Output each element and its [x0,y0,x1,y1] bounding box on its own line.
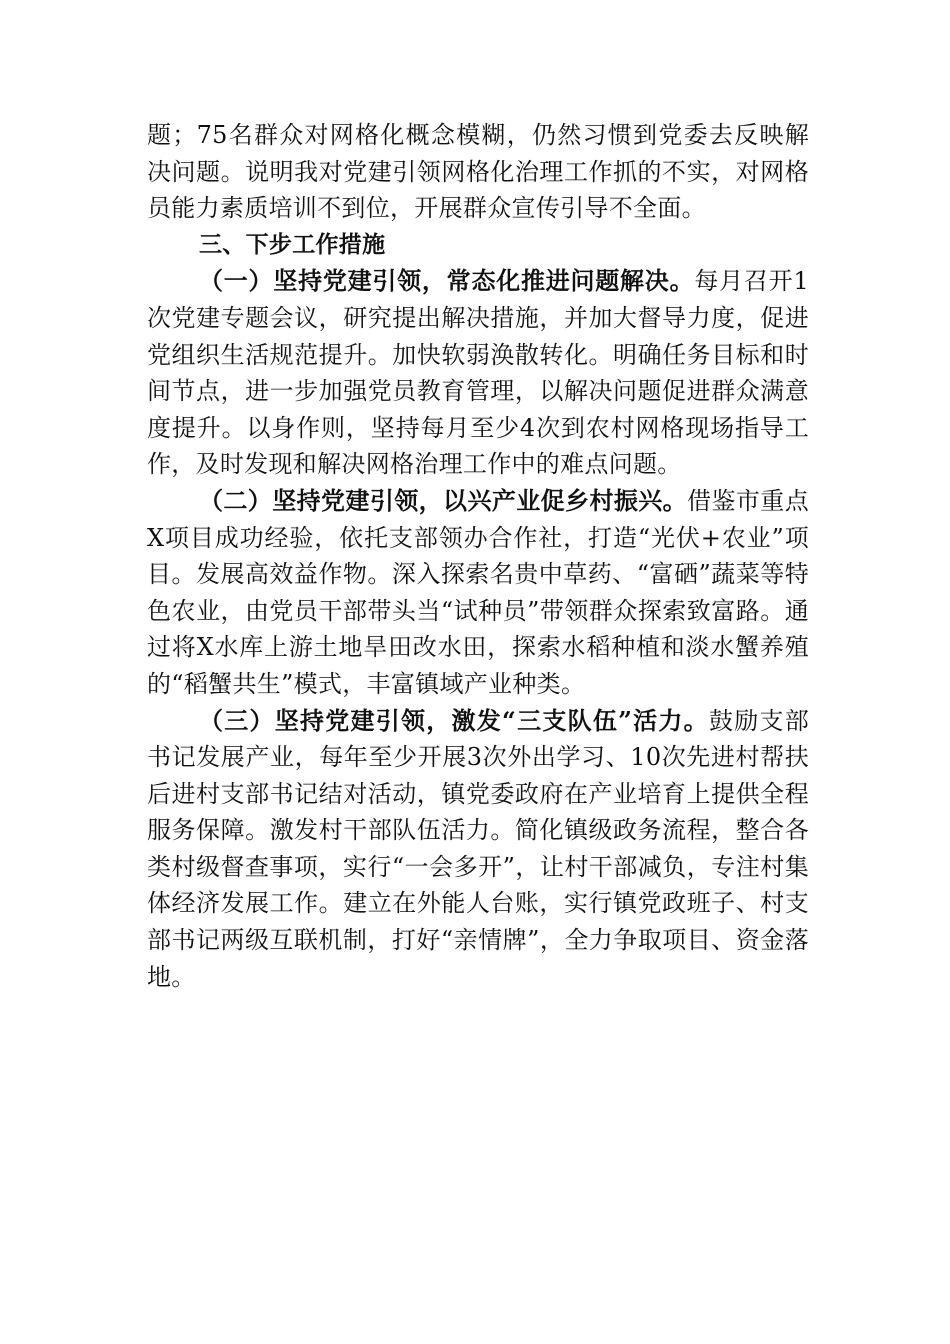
measure-lead-2: （二）坚持党建引领，以兴产业促乡村振兴。 [199,485,688,515]
continuation-paragraph: 题；75名群众对网格化概念模糊，仍然习惯到党委去反映解决问题。说明我对党建引领网格化治理工作抓的不实，对网格员能力素质培训不到位，开展群众宣传引导不全面。 [147,121,809,223]
document-body [147,117,809,995]
measure-paragraph-2 [147,483,809,703]
measure-paragraph-3 [147,703,809,996]
measure-lead-1: （一）坚持党建引领，常态化推进问题解决。 [199,266,695,296]
section-heading: 三、下步工作措施 [199,231,386,258]
measure-body-2: 借鉴市重点X项目成功经验，依托支部领办合作社，打造“光伏+农业”项目。发展高效益作物。深入探索名贵中草药、“富硒”蔬菜等特色农业，由党员干部带头当“试种员”带领群众探索致富路。通过将X水库上游土地旱田改水田，探索水稻种植和淡水蟹养殖的“稻蟹共生”模式，丰富镇域产业种类。 [147,486,810,698]
measure-body-1: 每月召开1次党建专题会议，研究提出解决措施，并加大督导力度，促进党组织生活规范提升。加快软弱涣散转化。明确任务目标和时间节点，进一步加强党员教育管理，以解决问题促进群众满意度提升。以身作则，坚持每月至少4次到农村网格现场指导工作，及时发现和解决网格治理工作中的难点问题。 [147,267,809,479]
measure-paragraph-1 [147,263,809,483]
measure-lead-3: （三）坚持党建引领，激发“三支队伍”活力。 [199,705,709,735]
measure-body-3: 鼓励支部书记发展产业，每年至少开展3次外出学习、10次先进村帮扶后进村支部书记结对活动，镇党委政府在产业培育上提供全程服务保障。激发村干部队伍活力。简化镇级政务流程，整合各类村级督查事项，实行“一会多开”，让村干部减负，专注村集体经济发展工作。建立在外能人台账，实行镇党政班子、村支部书记两级互联机制，打好“亲情牌”，全力争取项目、资金落地。 [147,706,809,991]
